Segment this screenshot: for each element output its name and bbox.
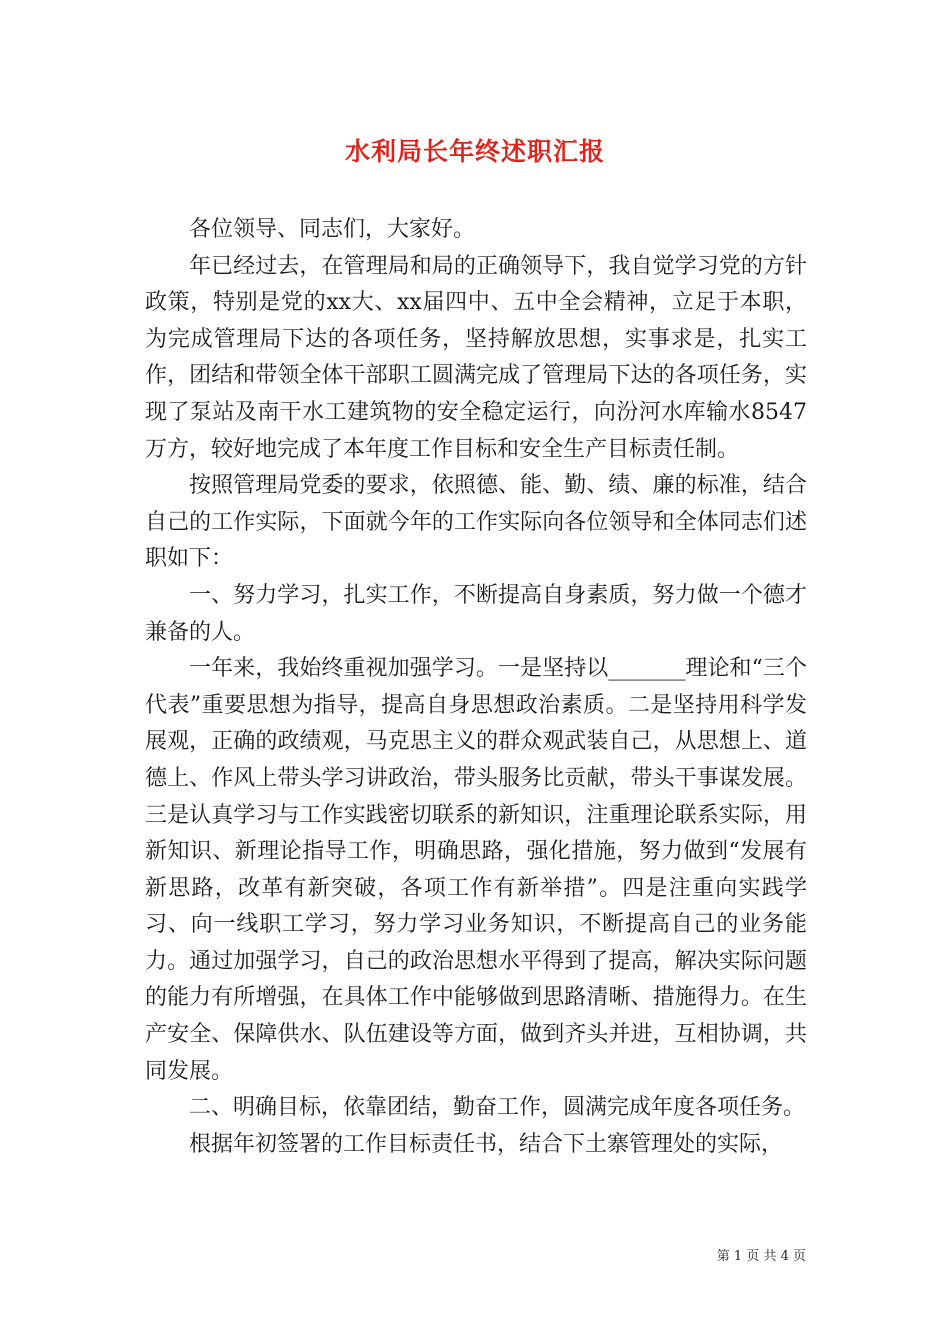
document-title: 水利局长年终述职汇报 xyxy=(344,137,605,166)
body-paragraph: 根据年初签署的工作目标责任书，结合下土寨管理处的实际， xyxy=(189,1131,784,1157)
body-paragraph: 按照管理局党委的要求，依照德、能、勤、绩、廉的标准，结合自己的工作实际，下面就今年的工作实际向各位领导和全体同志们述职如下： xyxy=(145,473,807,572)
page-number-footer: 第 1 页 共 4 页 xyxy=(716,1249,806,1264)
section-heading: 二、明确目标，依靠团结，勤奋工作，圆满完成年度各项任务。 xyxy=(189,1095,806,1121)
section-heading: 一、努力学习，扎实工作，不断提高自身素质，努力做一个德才兼备的人。 xyxy=(145,582,807,645)
body-paragraph: 年已经过去，在管理局和局的正确领导下，我自觉学习党的方针政策，特别是党的xx大、xx届四中、五中全会精神，立足于本职，为完成管理局下达的各项任务，坚持解放思想，实事求是，扎实工作，团结和带领全体干部职工圆满完成了管理局下达的各项任务，实现了泵站及南干水工建筑物的安全稳定运行，向汾河水库输水8547万方，较好地完成了本年度工作目标和安全生产目标责任制。 xyxy=(145,253,807,462)
document-body xyxy=(145,212,807,1163)
greeting-paragraph: 各位领导、同志们，大家好。 xyxy=(189,217,476,242)
body-paragraph: 一年来，我始终重视加强学习。一是坚持以_______理论和“三个代表”重要思想为指导，提高自身思想政治素质。二是坚持用科学发展观，正确的政绩观，马克思主义的群众观武装自己，从思想上、道德上、作风上带头学习讲政治，带头服务比贡献，带头干事谋发展。三是认真学习与工作实践密切联系的新知识，注重理论联系实际，用新知识、新理论指导工作，明确思路，强化措施，努力做到“发展有新思路，改革有新突破，各项工作有新举措”。四是注重向实践学习、向一线职工学习，努力学习业务知识，不断提高自己的业务能力。通过加强学习，自己的政治思想水平得到了提高，解决实际问题的能力有所增强，在具体工作中能够做到思路清晰、措施得力。在生产安全、保障供水、队伍建设等方面，做到齐头并进，互相协调，共同发展。 xyxy=(145,656,807,1084)
